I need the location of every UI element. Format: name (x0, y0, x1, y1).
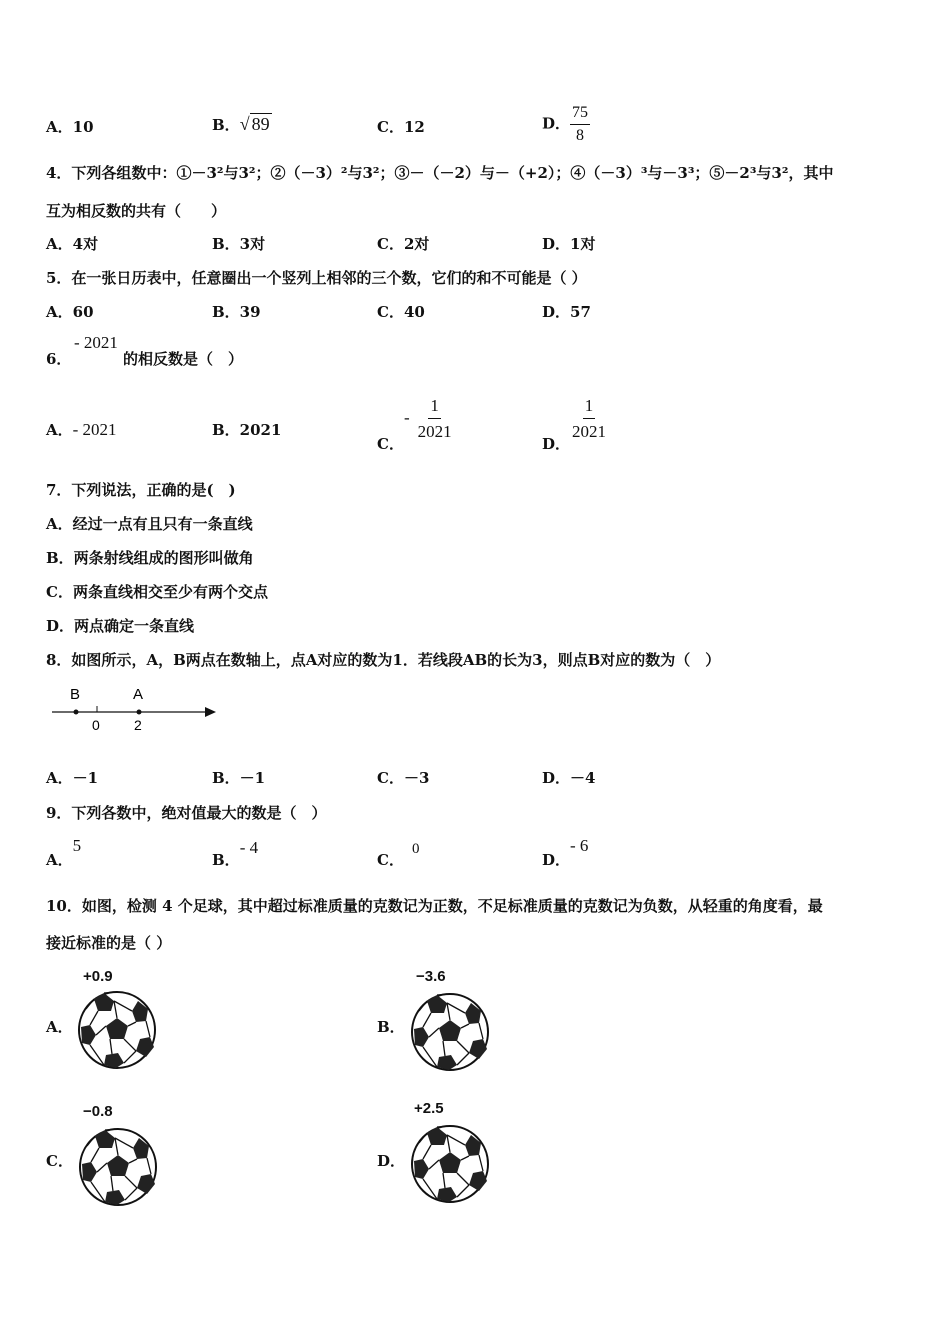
option-letter: D． (542, 434, 571, 453)
q5-option-a[interactable]: A．60 (46, 303, 94, 321)
q3-option-d[interactable] (542, 102, 590, 147)
q5-option-d[interactable]: D．57 (542, 303, 591, 321)
q7-option-d[interactable]: D．两点确定一条直线 (46, 617, 195, 635)
q10-stem-line1: 10．如图，检测 4 个足球，其中超过标准质量的克数记为正数，不足标准质量的克数记为负数，从轻重的角度看，最 (46, 897, 823, 915)
denominator: 8 (576, 127, 585, 144)
option-value: 5 (72, 836, 82, 855)
q4-option-a[interactable]: A．4对 (46, 235, 99, 253)
q7-option-c[interactable]: C．两条直线相交至少有两个交点 (46, 583, 268, 601)
label-b: B (70, 686, 81, 703)
q4-stem-line2: 互为相反数的共有（ ） (46, 202, 227, 220)
q10-option-d-letter[interactable]: D． (377, 1152, 406, 1170)
sqrt-expression: √ 89 (239, 114, 270, 134)
q4-option-c[interactable]: C．2对 (377, 235, 430, 253)
point-b (74, 710, 79, 715)
option-value: 12 (403, 118, 425, 136)
q6-option-a[interactable] (46, 419, 117, 440)
q5-option-b[interactable]: B．39 (212, 303, 261, 321)
ball-b-mass: −3.6 (416, 968, 446, 985)
q4-option-d[interactable]: D．1对 (542, 235, 596, 253)
denominator: 2021 (417, 422, 452, 441)
ball-d-mass: +2.5 (414, 1100, 444, 1117)
option-letter: D． (542, 851, 571, 869)
q8-option-d[interactable]: D．－4 (542, 769, 596, 787)
fraction (416, 393, 454, 444)
option-letter: A． (46, 118, 73, 136)
q7-option-b[interactable]: B．两条射线组成的图形叫做角 (46, 549, 254, 567)
q9-option-a[interactable] (46, 836, 82, 870)
arrow-right-icon (205, 707, 216, 717)
q7-stem: 7．下列说法，正确的是( ) (46, 481, 236, 499)
q3-option-b[interactable] (212, 114, 272, 135)
q8-option-b[interactable]: B．－1 (212, 769, 266, 787)
radicand: 89 (251, 114, 270, 134)
q6-value: - 2021 (74, 333, 118, 352)
q10-option-b-letter[interactable]: B． (377, 1018, 405, 1036)
q10-option-a-letter[interactable]: A． (46, 1018, 73, 1036)
q10-stem-line2: 接近标准的是（ ） (46, 934, 172, 952)
soccer-ball-icon (409, 991, 491, 1073)
q8-option-c[interactable]: C．－3 (377, 769, 430, 787)
option-letter: D． (542, 114, 571, 133)
numerator: 1 (428, 393, 441, 419)
option-value: 0 (411, 841, 420, 857)
q6-option-c[interactable] (377, 393, 454, 453)
q9-stem: 9．下列各数中，绝对值最大的数是（ ） (46, 804, 327, 822)
q10-option-c-letter[interactable]: C． (46, 1152, 73, 1170)
tick-label-0: 0 (92, 717, 100, 733)
denominator: 2021 (572, 422, 607, 441)
option-letter: A． (46, 421, 73, 439)
option-letter: A． (46, 851, 73, 869)
option-letter: B． (212, 116, 240, 134)
label-a: A (133, 686, 144, 703)
option-value: - 2021 (72, 420, 117, 439)
q6-stem: 的相反数是（ ） (123, 350, 244, 368)
minus-sign: - (403, 407, 410, 427)
q6-option-d[interactable] (542, 393, 608, 453)
q3-option-c[interactable] (377, 116, 425, 137)
q6-option-b[interactable]: B．2021 (212, 421, 282, 439)
q6-number: 6． (46, 350, 72, 368)
tick-label-2: 2 (134, 717, 142, 733)
option-letter: C． (377, 118, 404, 136)
numerator: 1 (583, 393, 596, 419)
fraction (570, 393, 608, 444)
option-value: - 6 (570, 836, 589, 855)
option-letter: C． (377, 434, 404, 453)
q7-option-a[interactable]: A．经过一点有且只有一条直线 (46, 515, 253, 533)
soccer-ball-icon (409, 1123, 491, 1205)
fraction (570, 102, 590, 147)
numerator: 75 (570, 102, 590, 125)
number-line-figure (48, 682, 223, 734)
q9-option-c[interactable] (377, 841, 420, 870)
option-letter: B． (212, 851, 240, 869)
soccer-ball-icon (77, 1126, 159, 1208)
option-letter: C． (377, 851, 404, 869)
q5-stem: 5．在一张日历表中，任意圈出一个竖列上相邻的三个数，它们的和不可能是（ ） (46, 269, 587, 287)
ball-c-mass: −0.8 (83, 1103, 113, 1120)
q8-stem: 8．如图所示，A，B两点在数轴上，点A对应的数为1．若线段AB的长为3，则点B对应的数为（ ） (46, 651, 721, 669)
q5-option-c[interactable]: C．40 (377, 303, 425, 321)
q4-option-b[interactable]: B．3对 (212, 235, 266, 253)
soccer-ball-icon (76, 989, 158, 1071)
q3-option-a[interactable] (46, 116, 94, 137)
q9-option-d[interactable] (542, 836, 589, 870)
q8-option-a[interactable]: A．－1 (46, 769, 99, 787)
q4-stem-line1: 4．下列各组数中：①－3²与3²；②（－3）²与3²；③－（－2）与－（+2）；④（－3）³与－3³；⑤－2³与3²，其中 (46, 164, 834, 182)
ball-a-mass: +0.9 (83, 968, 113, 985)
option-value: 10 (72, 118, 94, 136)
point-a (137, 710, 142, 715)
option-value: - 4 (239, 838, 259, 857)
q9-option-b[interactable] (212, 838, 259, 870)
